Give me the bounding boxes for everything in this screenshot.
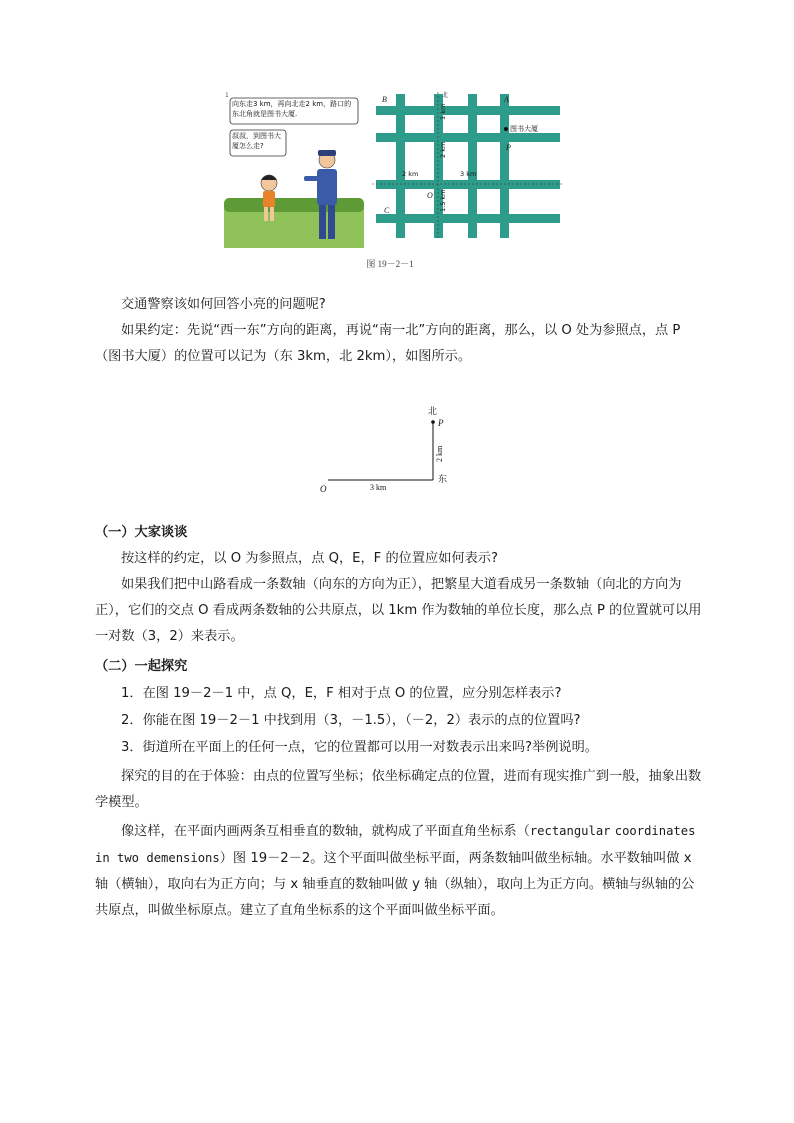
east-label: 东 xyxy=(438,475,448,485)
north-label: 北 xyxy=(428,407,438,417)
origin-label: O xyxy=(320,484,327,494)
dist-1km-top: 1 km xyxy=(439,103,447,120)
paragraph-definition xyxy=(95,818,705,924)
definition-english-1: rectangular xyxy=(529,824,611,838)
section2-title: （二）一起探究 xyxy=(95,659,188,674)
definition-text-start: 像这样，在平面内画两条互相垂直的数轴，就构成了平面直角坐标系（ xyxy=(121,824,530,839)
map-north-label: 北 xyxy=(442,92,449,99)
question-2: 2．你能在图 19－2－1 中找到用（3，－1.5），（－2，2）表示的点的位置吗? xyxy=(121,713,581,728)
map-point-o: O xyxy=(427,191,433,200)
map-point-c: C xyxy=(384,206,390,215)
dist-1-5km: 1.5 km xyxy=(439,189,447,212)
figure1-caption: 图 19－2－1 xyxy=(366,259,414,269)
dist-north-label: 2 km xyxy=(435,445,444,462)
map-point-p: P xyxy=(506,143,511,152)
point-p-marker xyxy=(431,420,435,424)
question-3: 3．街道所在平面上的任何一点，它的位置都可以用一对数表示出来吗?举例说明。 xyxy=(121,740,598,755)
direction-diagram xyxy=(318,404,458,500)
paragraph-purpose: 探究的目的在于体验：由点的位置写坐标；依坐标确定点的位置，进而有现实推广到一般，抽象出数学模型。 xyxy=(95,769,702,810)
boy-speech-text: 叔叔，到图书大厦怎么走? xyxy=(232,132,281,150)
dist-3km: 3 km xyxy=(460,170,477,178)
map-point-b: B xyxy=(382,95,387,104)
figure-corner-mark: 1 xyxy=(225,92,229,99)
paragraph-convention: 如果约定：先说“西一东”方向的距离，再说“南一北”方向的距离，那么，以 O 处为参照点，点 P（图书大厦）的位置可以记为（东 3km，北 2km），如图所示。 xyxy=(95,323,681,364)
section1-question: 按这样的约定，以 O 为参照点，点 Q，E，F 的位置应如何表示? xyxy=(121,551,498,566)
dist-2km-left: 2 km xyxy=(402,170,419,178)
section1-explanation: 如果我们把中山路看成一条数轴（向东的方向为正），把繁星大道看成另一条数轴（向北的方向为正），它们的交点 O 看成两条数轴的公共原点，以 1km 作为数轴的单位长度，那么点 P 的位置就可以用一对数（3，2）来表示。 xyxy=(95,577,702,644)
grass-area xyxy=(224,208,364,248)
street-map-figure xyxy=(224,88,564,266)
definition-text-end: ）图 19－2－2。这个平面叫做坐标平面，两条数轴叫做坐标轴。水平数轴叫做 x 轴（横轴），取向右为正方向；与 x 轴垂直的数轴叫做 y 轴（纵轴），取向上为正方向。横轴与纵轴的公共原点，叫做坐标原点。建立了直角坐标系的这个平面叫做坐标平面。 xyxy=(95,851,695,918)
library-label: 图书大厦 xyxy=(510,125,538,133)
officer-speech-text: 向东走3 km，再向北走2 km，路口的东北角就是图书大厦. xyxy=(232,100,352,118)
point-p-label: P xyxy=(438,418,444,428)
section1-title: （一）大家谈谈 xyxy=(95,525,188,540)
library-marker xyxy=(504,127,508,131)
paragraph-question: 交通警察该如何回答小亮的问题呢? xyxy=(121,297,326,312)
map-point-a: A xyxy=(504,95,509,104)
question-1: 1．在图 19－2－1 中，点 Q，E，F 相对于点 O 的位置，应分别怎样表示? xyxy=(121,686,562,701)
street-grid xyxy=(372,90,562,240)
dist-2km-vertical: 2 km xyxy=(439,141,447,158)
definition-english-2: coordinates in two demensions xyxy=(95,824,696,865)
dist-east-label: 3 km xyxy=(370,483,387,492)
bushes xyxy=(224,198,364,212)
